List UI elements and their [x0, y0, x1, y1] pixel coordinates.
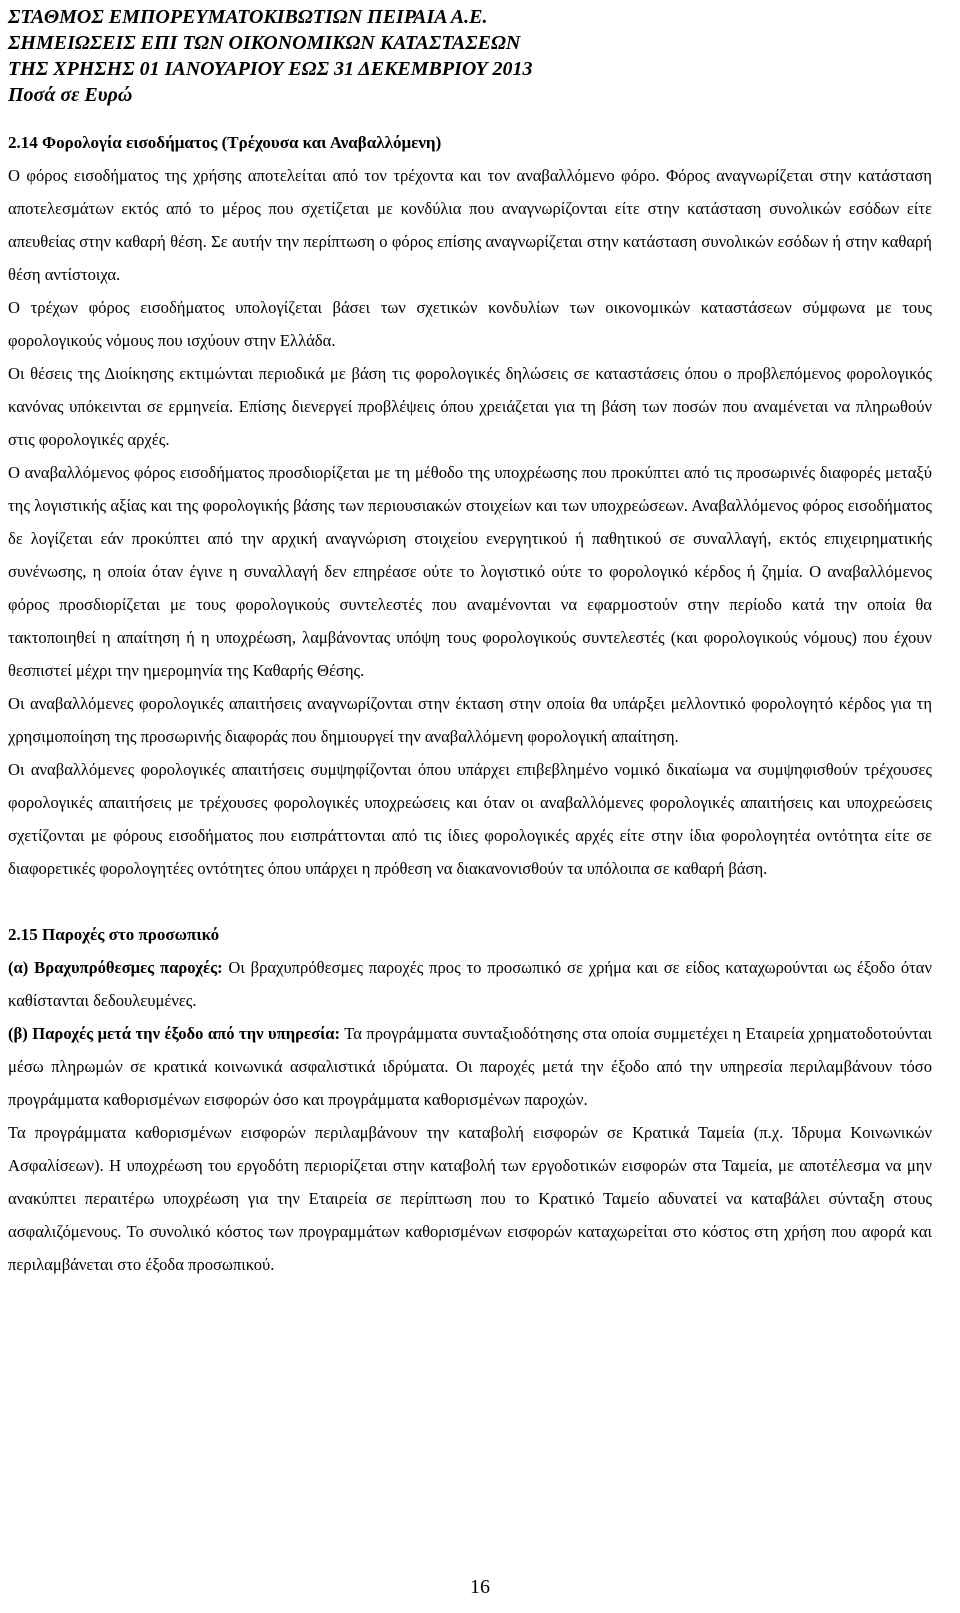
- short-term-benefits-label: (α) Βραχυπρόθεσμες παροχές:: [8, 958, 223, 977]
- currency-note: Ποσά σε Ευρώ: [8, 84, 133, 106]
- paragraph: Ο τρέχων φόρος εισοδήματος υπολογίζεται βάσει των σχετικών κονδυλίων των οικονομικών καταστάσεων σύμφωνα με τους φορολογικούς νόμους που ισχύουν στην Ελλάδα.: [8, 298, 932, 350]
- page-number: 16: [470, 1576, 490, 1598]
- post-employment-benefits-label: (β) Παροχές μετά την έξοδο από την υπηρεσία:: [8, 1024, 341, 1043]
- paragraph: Οι αναβαλλόμενες φορολογικές απαιτήσεις συμψηφίζονται όπου υπάρχει επιβεβλημένο νομικό δικαίωμα να συμψηφισθούν τρέχουσες φορολογικές απαιτήσεις με τρέχουσες φορολογικές υποχρεώσεις και όταν οι αναβαλλόμενες φορολογικές απαιτήσεις και υποχρεώσεις σχετίζονται με φόρους εισοδήματος που εισπράττονται από τις ίδιες φορολογικές αρχές είτε στην ίδια φορολογητέα οντότητα είτε σε διαφορετικές φορολογητέες οντότητες όπου υπάρχει η πρόθεση να διακανονισθούν τα υπόλοιπα σε καθαρή βάση.: [8, 760, 932, 878]
- period-title: ΤΗΣ ΧΡΗΣΗΣ 01 ΙΑΝΟΥΑΡΙΟΥ ΕΩΣ 31 ΔΕΚΕΜΒΡΙΟΥ 2013: [8, 58, 533, 80]
- section-spacer: [8, 885, 932, 918]
- document-body: [8, 126, 932, 1281]
- notes-title: ΣΗΜΕΙΩΣΕΙΣ ΕΠΙ ΤΩΝ ΟΙΚΟΝΟΜΙΚΩΝ ΚΑΤΑΣΤΑΣΕΩΝ: [8, 32, 521, 54]
- paragraph: Ο αναβαλλόμενος φόρος εισοδήματος προσδιορίζεται με τη μέθοδο της υποχρέωσης που προκύπτει από τις προσωρινές διαφορές μεταξύ της λογιστικής αξίας και της φορολογικής βάσης των περιουσιακών στοιχείων και των υποχρεώσεων. Αναβαλλόμενος φόρος εισοδήματος δε λογίζεται εάν προκύπτει από την αρχική αναγνώριση στοιχείου ενεργητικού ή παθητικού σε συναλλαγή, εκτός επιχειρηματικής συνένωσης, η οποία όταν έγινε η συναλλαγή δεν επηρέασε ούτε το λογιστικό ούτε το φορολογικό κέρδος ή ζημία. Ο αναβαλλόμενος φόρος προσδιορίζεται με τους φορολογικούς συντελεστές που αναμένονται να εφαρμοστούν στην περίοδο κατά την οποία θα τακτοποιηθεί η απαίτηση ή η υποχρέωση, λαμβάνοντας υπόψη τους φορολογικούς συντελεστές (και φορολογικούς νόμους) που έχουν θεσπιστεί μέχρι την ημερομηνία της Καθαρής Θέσης.: [8, 463, 932, 680]
- paragraph: Οι αναβαλλόμενες φορολογικές απαιτήσεις αναγνωρίζονται στην έκταση στην οποία θα υπάρξει μελλοντικό φορολογητό κέρδος για τη χρησιμοποίηση της προσωρινής διαφοράς που δημιουργεί την αναβαλλόμενη φορολογική απαίτηση.: [8, 694, 932, 746]
- paragraph: Οι θέσεις της Διοίκησης εκτιμώνται περιοδικά με βάση τις φορολογικές δηλώσεις σε καταστάσεις όπου ο προβλεπόμενος φορολογικός κανόνας υπόκεινται σε ερμηνεία. Επίσης διενεργεί προβλέψεις όπου χρειάζεται για τη βάση των ποσών που αναμένεται να πληρωθούν στις φορολογικές αρχές.: [8, 364, 932, 449]
- document-header: [8, 4, 533, 108]
- section-heading-2-15: 2.15 Παροχές στο προσωπικό: [8, 925, 220, 944]
- paragraph-post-employment-benefits: [8, 1017, 932, 1116]
- paragraph-short-term-benefits: [8, 951, 932, 1017]
- short-term-benefits-text: Οι βραχυπρόθεσμες παροχές προς το προσωπικό σε χρήμα και σε είδος καταχωρούνται ως έξοδο όταν καθίστανται δεδουλευμένες.: [8, 958, 932, 1010]
- post-employment-benefits-text: Τα προγράμματα συνταξιοδότησης στα οποία συμμετέχει η Εταιρεία χρηματοδοτούνται μέσω πληρωμών σε κρατικά κοινωνικά ασφαλιστικά ιδρύματα. Οι παροχές μετά την έξοδο από την υπηρεσία περιλαμβάνουν τόσο προγράμματα καθορισμένων εισφορών όσο και προγράμματα καθορισμένων παροχών.: [8, 1024, 932, 1109]
- company-name: ΣΤΑΘΜΟΣ ΕΜΠΟΡΕΥΜΑΤΟΚΙΒΩΤΙΩΝ ΠΕΙΡΑΙΑ Α.Ε.: [8, 6, 488, 28]
- paragraph: Τα προγράμματα καθορισμένων εισφορών περιλαμβάνουν την καταβολή εισφορών σε Κρατικά Ταμεία (π.χ. Ίδρυμα Κοινωνικών Ασφαλίσεων). Η υποχρέωση του εργοδότη περιορίζεται στην καταβολή των εργοδοτικών εισφορών στα Ταμεία, με αποτέλεσμα να μην ανακύπτει περαιτέρω υποχρέωση για την Εταιρεία σε περίπτωση που το Κρατικό Ταμείο αδυνατεί να καταβάλει σύνταξη στους ασφαλιζόμενους. Το συνολικό κόστος των προγραμμάτων καθορισμένων εισφορών καταχωρείται στο κόστος στη χρήση που αφορά και περιλαμβάνεται στο έξοδα προσωπικού.: [8, 1123, 932, 1274]
- section-heading-2-14: 2.14 Φορολογία εισοδήματος (Τρέχουσα και Αναβαλλόμενη): [8, 133, 442, 152]
- paragraph: Ο φόρος εισοδήματος της χρήσης αποτελείται από τον τρέχοντα και τον αναβαλλόμενο φόρο. Φόρος αναγνωρίζεται στην κατάσταση αποτελεσμάτων εκτός από το μέρος που σχετίζεται με κονδύλια που αναγνωρίζονται είτε στην κατάσταση συνολικών εσόδων είτε απευθείας στην καθαρή θέση. Σε αυτήν την περίπτωση ο φόρος επίσης αναγνωρίζεται στην κατάσταση συνολικών εσόδων ή στην καθαρή θέση αντίστοιχα.: [8, 166, 932, 284]
